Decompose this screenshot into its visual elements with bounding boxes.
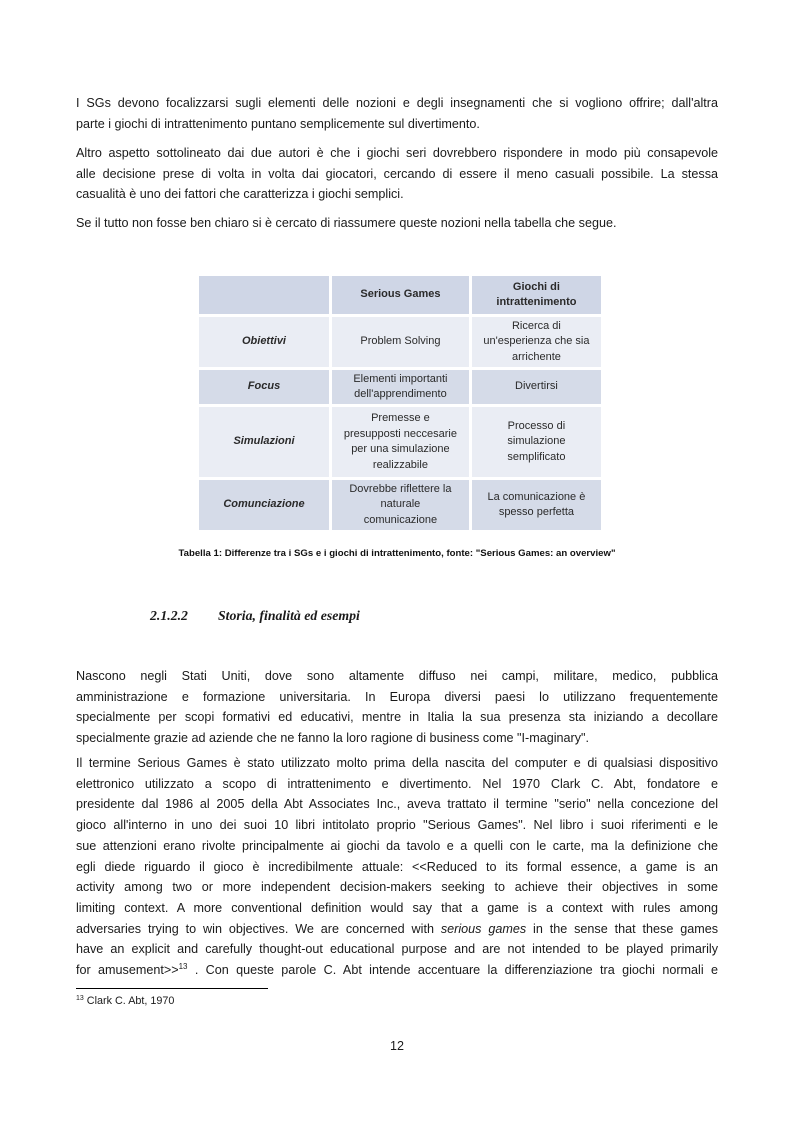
cell-line: per una simulazione xyxy=(351,443,450,455)
section-number: 2.1.2.2 xyxy=(150,608,188,623)
section-heading xyxy=(150,608,360,624)
table-corner-cell xyxy=(199,276,329,314)
footnote-text: Clark C. Abt, 1970 xyxy=(83,995,175,1007)
table-caption: Tabella 1: Differenze tra i SGs e i giochi di intrattenimento, fonte: "Serious Games: an overview" xyxy=(178,548,616,559)
table-row xyxy=(199,370,601,404)
text-run: for amusement>> xyxy=(76,963,179,978)
column-header-line: Giochi di xyxy=(512,280,560,293)
text-line: presidente dal 1986 al 2005 della Abt Associates Inc., aveva trattato il termine "serio" nella concezione del xyxy=(76,797,718,812)
cell-line: Problem Solving xyxy=(360,335,441,348)
paragraph-sg-focus xyxy=(76,93,718,134)
section-title: Storia, finalità ed esempi xyxy=(218,608,360,623)
paragraph-term-history xyxy=(76,753,718,981)
cell-line: Elementi importanti xyxy=(353,372,448,385)
footnote xyxy=(76,995,174,1007)
text-line: alle decisione prese di volta in volta dai giocatori, cercando di essere il meno casuali possibile. La stessa xyxy=(76,166,718,181)
text-run: adversaries trying to win objectives. We are concerned with xyxy=(76,921,441,936)
text-line: casualità è uno dei fattori che caratterizza i giochi semplici. xyxy=(76,187,404,202)
cell-line: naturale xyxy=(380,498,421,511)
page-number: 12 xyxy=(389,1039,404,1053)
table-row xyxy=(199,317,601,367)
footnote-separator xyxy=(76,988,268,989)
table-cell xyxy=(469,370,601,404)
cell-line: arrichente xyxy=(511,350,561,363)
text-line: egli diede riguardo il gioco è incredibilmente attuale: <<Reduced to its formal essence, a game is an xyxy=(76,859,718,874)
paragraph-table-intro xyxy=(76,213,718,234)
text-line: limiting context. A more conventional definition would say that a game is a context with rules among xyxy=(76,900,718,915)
text-line: have an explicit and carefully thought-out educational purpose and are not intended to be played primarily xyxy=(76,942,718,957)
row-header: Obiettivi xyxy=(199,317,329,367)
table-cell xyxy=(469,480,601,530)
row-header: Comunciazione xyxy=(199,480,329,530)
table-header-row xyxy=(199,276,601,314)
cell-line: La comunicazione è xyxy=(487,490,586,503)
column-header-entertainment-games xyxy=(469,276,601,314)
footnote-number: 13 xyxy=(76,995,84,1002)
cell-line: Dovrebbe riflettere la xyxy=(349,482,452,495)
table-row xyxy=(199,480,601,530)
text-line: specialmente grazie ad aziende che ne fanno la loro ragione di business come "I-maginary". xyxy=(76,731,589,746)
table-row xyxy=(199,407,601,477)
footnote-reference[interactable]: 13 xyxy=(178,962,188,972)
table-cell xyxy=(329,317,469,367)
text-line: parte i giochi di intrattenimento puntano semplicemente sul divertimento. xyxy=(76,116,480,131)
paragraph-origins xyxy=(76,666,718,749)
text-run: . Con queste parole C. Abt intende accentuare la differenziazione tra giochi normali e xyxy=(187,963,718,978)
cell-line: semplificato xyxy=(507,450,566,463)
table-cell xyxy=(329,370,469,404)
text-line: gioco all'interno in uno dei suoi 10 libri intitolato proprio "Serious Games". Nel libro i suoi riferimenti e le xyxy=(76,818,718,833)
text-line: I SGs devono focalizzarsi sugli elementi delle nozioni e degli insegnamenti che si vogliono offrire; dall'altra xyxy=(76,96,718,110)
text-run: in the sense that these games xyxy=(526,921,719,936)
table-cell xyxy=(329,480,469,530)
text-line xyxy=(76,960,718,981)
text-line: Altro aspetto sottolineato dai due autori è che i giochi seri dovrebbero rispondere in modo più consapevole xyxy=(76,146,718,160)
cell-line: un'esperienza che sia xyxy=(483,335,590,348)
text-line: specialmente per scopi formativi ed educativi, mentre in Italia la sua presenza sta iniziando a decollare xyxy=(76,710,718,725)
text-line: sue attenzioni erano rivolte principalmente ai giochi da tavolo e a quelli con le carte, ma la definizione che xyxy=(76,838,718,853)
text-line: Se il tutto non fosse ben chiaro si è cercato di riassumere queste nozioni nella tabella che segue. xyxy=(76,216,617,230)
cell-line: Divertirsi xyxy=(515,380,558,393)
text-line xyxy=(76,919,718,940)
cell-line: simulazione xyxy=(507,435,566,448)
cell-line: Premesse e xyxy=(371,412,430,424)
cell-line: realizzabile xyxy=(372,458,428,471)
text-line: Nascono negli Stati Uniti, dove sono altamente diffuso nei campi, militare, medico, pubblica xyxy=(76,669,718,683)
table-cell xyxy=(469,317,601,367)
cell-line: spesso perfetta xyxy=(498,506,575,518)
table-cell xyxy=(469,407,601,477)
text-line: elettronico utilizzato a scopo di intrattenimento e divertimento. Nel 1970 Clark C. Abt, fondatore e xyxy=(76,776,718,791)
column-header-line: intrattenimento xyxy=(496,296,577,308)
cell-line: dell'apprendimento xyxy=(354,388,447,400)
italic-term: serious games xyxy=(440,921,527,936)
comparison-table xyxy=(199,273,601,531)
cell-line: presupposti neccesarie xyxy=(343,427,457,440)
table-cell xyxy=(329,407,469,477)
row-header: Focus xyxy=(199,370,329,404)
paragraph-authors-aspect xyxy=(76,143,718,205)
cell-line: Processo di xyxy=(507,419,566,432)
text-line: amministrazione e formazione universitaria. In Europa diversi paesi lo utilizzano frequentemente xyxy=(76,689,718,704)
column-header-serious-games: Serious Games xyxy=(329,276,469,314)
row-header: Simulazioni xyxy=(199,407,329,477)
text-line: Il termine Serious Games è stato utilizzato molto prima della nascita del computer e di qualsiasi dispositivo xyxy=(76,756,718,770)
text-line: activity among two or more independent decision-makers seeking to achieve their objectives in some xyxy=(76,880,718,895)
cell-line: comunicazione xyxy=(363,513,438,526)
cell-line: Ricerca di xyxy=(511,319,561,332)
